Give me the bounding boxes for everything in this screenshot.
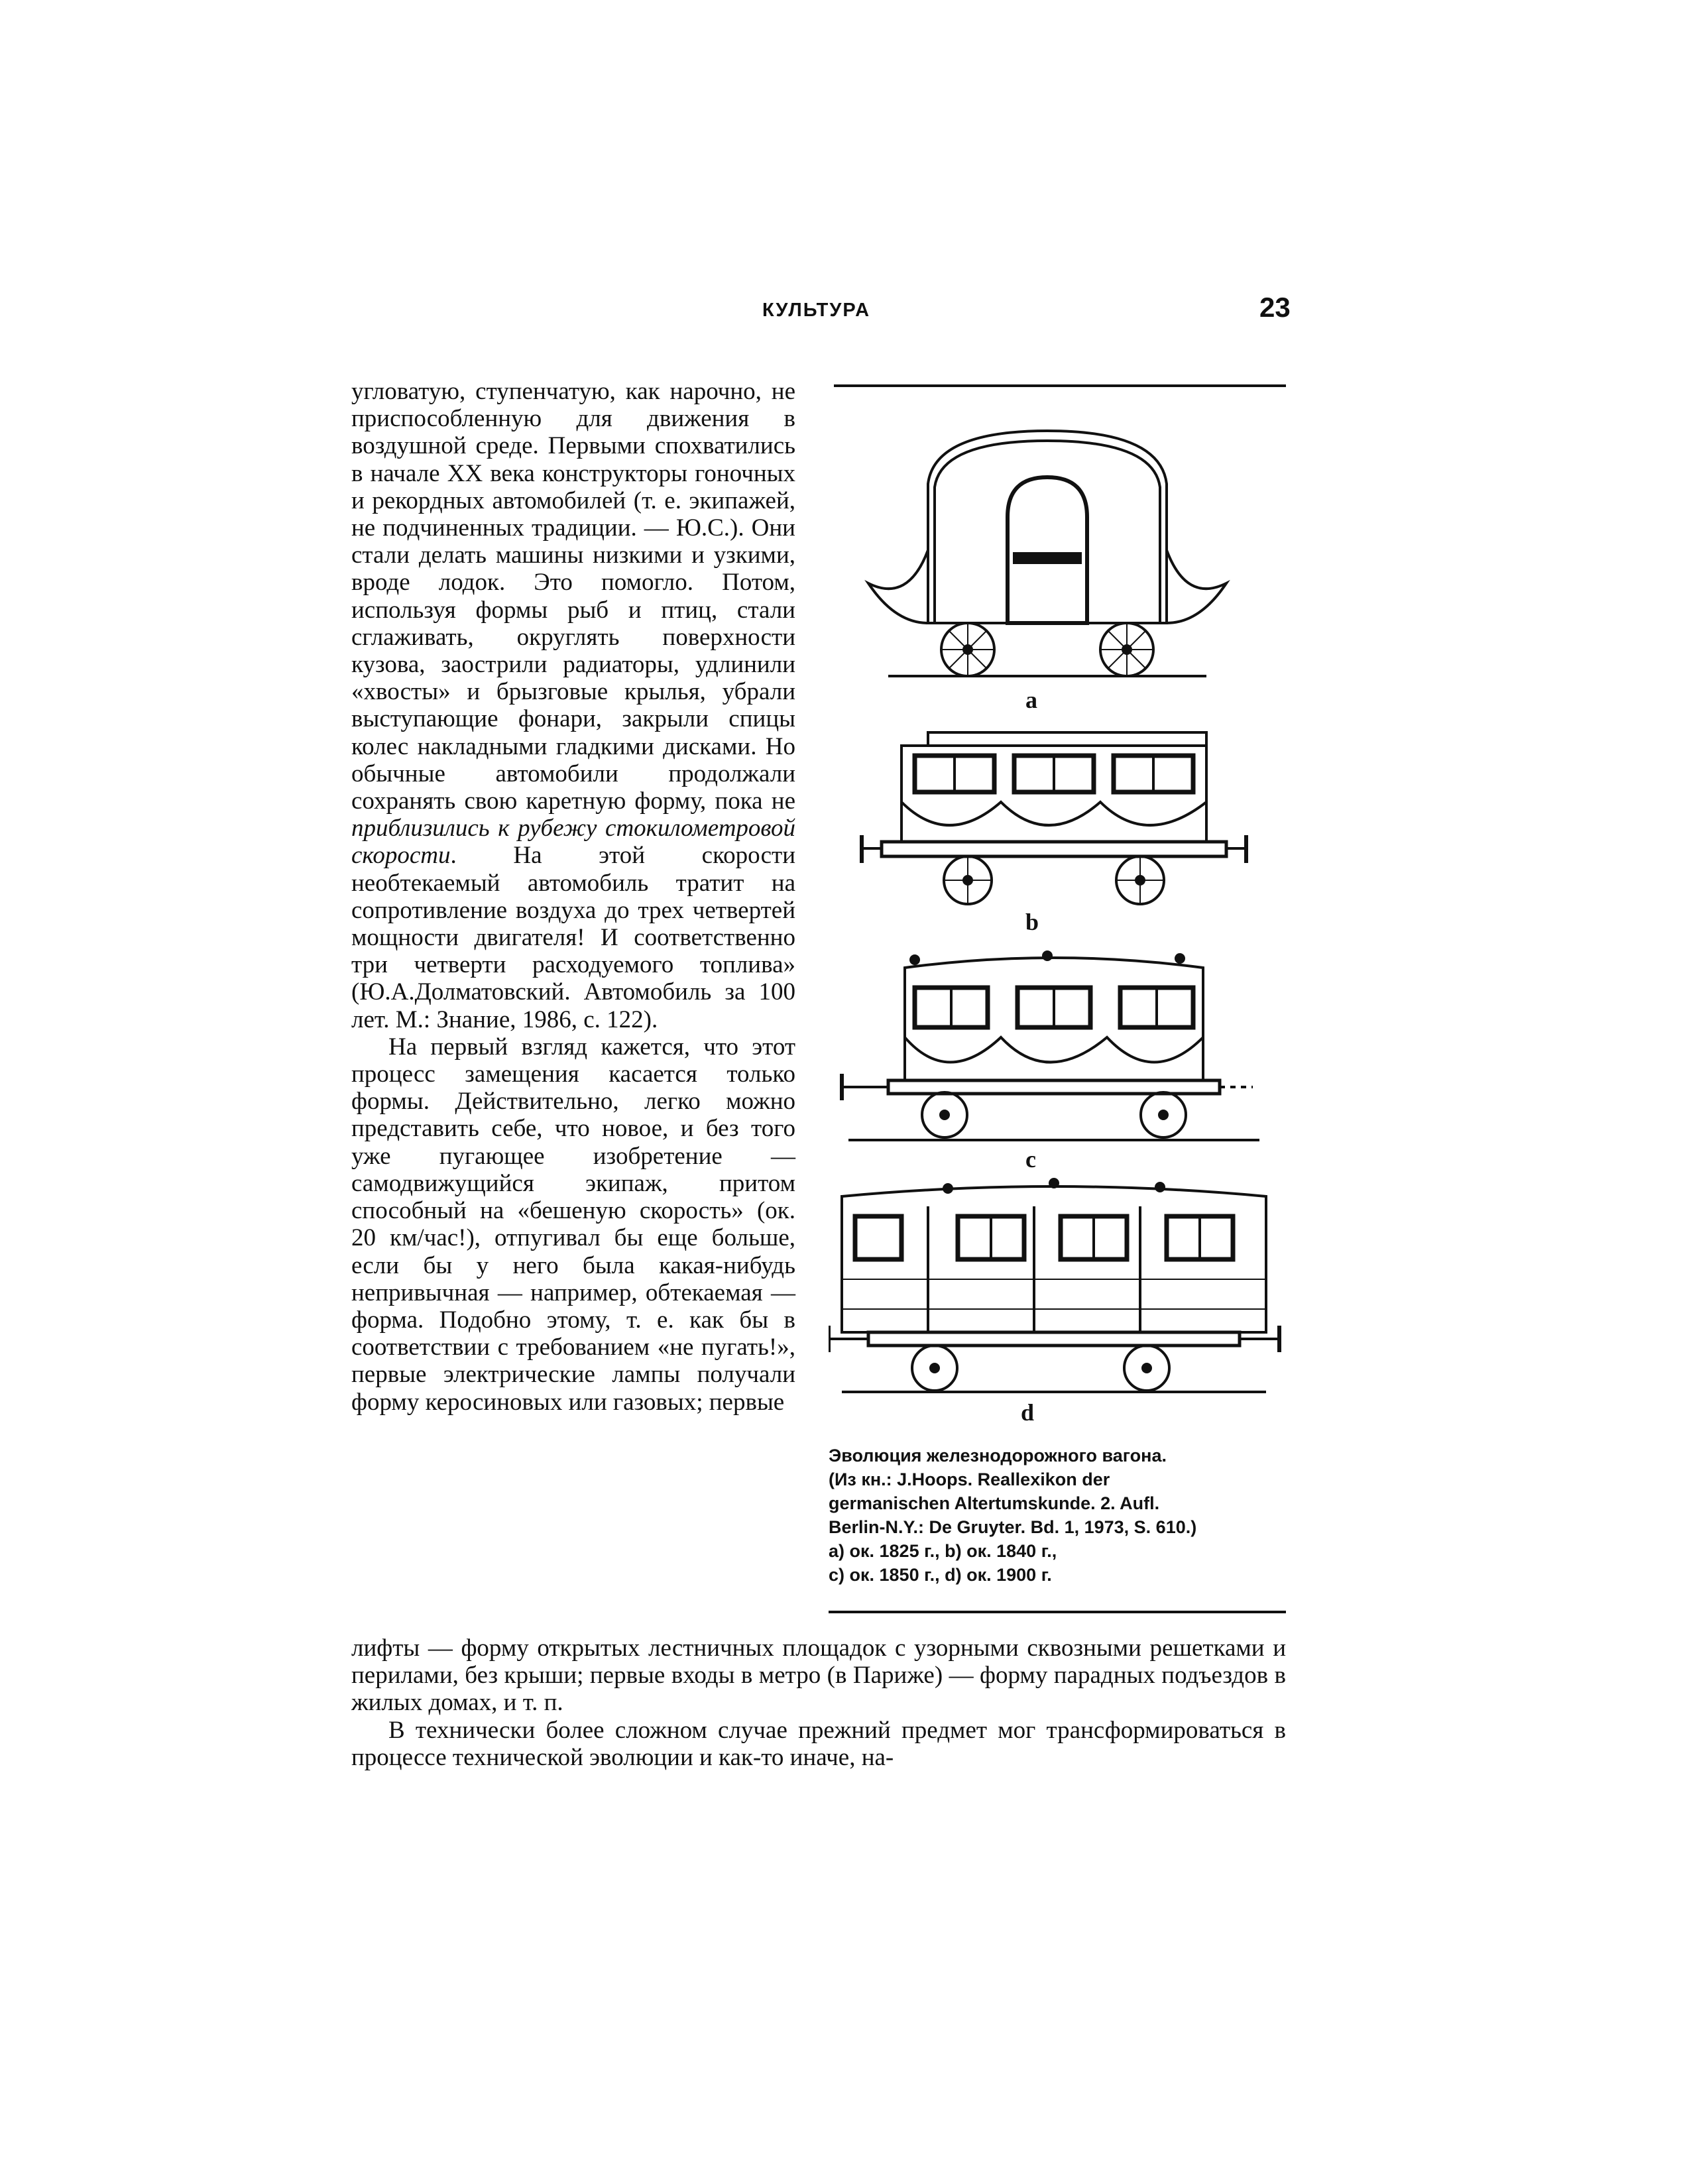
paragraph-2-continued: лифты — форму открытых лестничных площадок с узорными сквозными решетками и перилами, без крыши; первые входы в метро (в Париже) — форму парадных подъездов в жилых домах, и т. п. bbox=[351, 1635, 1286, 1717]
paragraph-1-start: угловатую, ступенчатую, как нарочно, не приспособленную для движения в воздушной среде. Первыми спохватились в начале XX века конструкторы гоночных и рекордных автомобилей (т. е. экипажей, не подчиненных традиции. — Ю.С.). Они стали делать машины низкими и узкими, вроде лодок. Это помогло. Потом, используя формы рыб и птиц, стали сглаживать, округлять поверхности кузова, заострили радиаторы, удлинили «хвосты» и брызговые крылья, убрали выступающие фонари, закрыли спицы колес накладными гладкими дисками. Но обычные автомобили продолжали сохранять свою каретную форму, пока не bbox=[351, 378, 795, 815]
carriage-evolution-figure bbox=[829, 384, 1286, 1438]
figure-label-a: a bbox=[1025, 687, 1037, 713]
paragraph-3: В технически более сложном случае прежний предмет мог трансформироваться в процессе технической эволюции и как-то иначе, на- bbox=[351, 1716, 1286, 1771]
caption-line: Эволюция железнодорожного вагона. bbox=[829, 1446, 1167, 1466]
carriage-d-drawing bbox=[829, 1179, 1279, 1392]
left-column-text bbox=[351, 378, 795, 1416]
carriage-illustrations bbox=[829, 384, 1286, 1438]
caption-line: germanischen Altertumskunde. 2. Aufl. bbox=[829, 1493, 1160, 1513]
figure-caption bbox=[829, 1444, 1286, 1587]
caption-line: c) ок. 1850 г., d) ок. 1900 г. bbox=[829, 1565, 1052, 1585]
caption-line: Berlin-N.Y.: De Gruyter. Bd. 1, 1973, S. 610.) bbox=[829, 1517, 1197, 1537]
carriage-b-drawing bbox=[862, 732, 1246, 904]
page-number: 23 bbox=[1259, 292, 1291, 323]
paragraph-1 bbox=[351, 378, 795, 1033]
figure-label-c: c bbox=[1025, 1146, 1036, 1173]
carriage-c-drawing bbox=[842, 952, 1259, 1140]
paragraph-1-italic: приблизились к рубежу стокилометровой скорости bbox=[351, 815, 795, 870]
figure-label-d: d bbox=[1021, 1399, 1035, 1426]
figure-bottom-rule bbox=[829, 1611, 1286, 1613]
paragraph-2: На первый взгляд кажется, что этот процесс замещения касается только формы. Действительно, легко можно представить себе, что новое, и без того уже пугающее изобретение — самодвижущийся экипаж, притом способный на «бешеную скорость» (ок. 20 км/час!), отпугивал бы еще больше, если бы у него была какая-нибудь непривычная — например, обтекаемая — форма. Подобно этому, т. е. как бы в соответствии с требованием «не пугать!», первые электрические лампы получали форму керосиновых или газовых; первые bbox=[351, 1033, 795, 1416]
paragraph-1-tail: . На этой скорости необтекаемый автомобиль тратит на сопротивление воздуха до трех четвертей мощности двигателя! И соответственно три четверти расходуемого топлива» (Ю.А.Долматовский. Автомобиль за 100 лет. М.: Знание, 1986, с. 122). bbox=[351, 842, 795, 1033]
caption-line: a) ок. 1825 г., b) ок. 1840 г., bbox=[829, 1541, 1057, 1561]
figure-label-b: b bbox=[1025, 909, 1039, 935]
full-width-text bbox=[351, 1635, 1286, 1771]
caption-line: (Из кн.: J.Hoops. Reallexikon der bbox=[829, 1469, 1110, 1489]
running-title: КУЛЬТУРА bbox=[762, 300, 871, 321]
carriage-a-drawing bbox=[868, 431, 1226, 676]
